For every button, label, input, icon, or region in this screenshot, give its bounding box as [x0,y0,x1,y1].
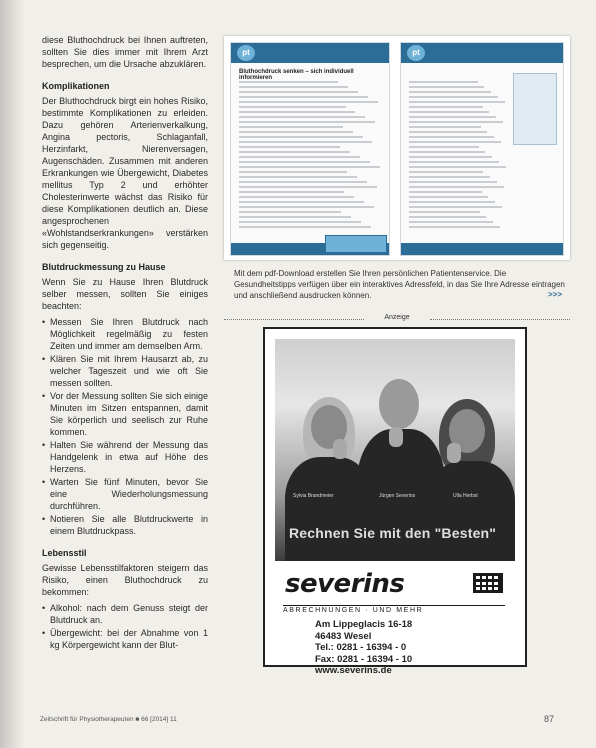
address-city: 46483 Wesel [315,630,372,642]
preview-text-line [239,186,377,188]
company-address [315,619,412,677]
preview-text-line [409,156,492,158]
team-photo [275,339,515,561]
person-head [379,379,419,429]
thumbs-up-icon [447,443,461,463]
preview-text-line [409,116,496,118]
preview-text-line [239,226,371,228]
preview-text-line [239,216,351,218]
gutter-shadow [0,0,24,748]
preview-text-line [409,126,481,128]
preview-text-line [409,131,487,133]
image-caption: Mit dem pdf-Download erstellen Sie Ihren persönlichen Patientenservice. Die Gesundheitstipps verfügen über ein interaktives Adressfeld, in das Sie Ihre Adresse eintragen und anschließend ausdrucken können. [234,269,565,300]
preview-text-line [239,221,361,223]
intro-paragraph: diese Bluthochdruck bei Ihnen auftreten, sollten Sie dies immer mit Ihrem Arzt besprechen, um die Ursache abzuklären. [42,35,208,69]
preview-text-line [409,151,485,153]
preview-text-line [239,156,360,158]
preview-text-line [239,106,346,108]
thumbs-up-icon [389,427,403,447]
continue-arrows: >>> [548,290,563,299]
preview-text-line [239,111,355,113]
preview-info-box [513,73,557,145]
pdf-preview-image [224,36,570,260]
list-item: • Messen Sie Ihren Blutdruck nach Möglichkeit regelmäßig zu festen Zeiten und immer am demselben Arm. [42,316,208,352]
preview-text-line [239,101,378,103]
preview-text-lines [239,81,381,229]
preview-page-left [230,42,390,256]
preview-text-line [409,216,486,218]
list-item: • Notieren Sie alle Blutdruckwerte in einem Blutdruckpass. [42,513,208,537]
preview-text-line [409,181,497,183]
address-street: Am Lippeglacis 16-18 [315,619,413,630]
preview-text-line [409,146,479,148]
preview-text-line [239,121,375,123]
preview-text-line [409,201,495,203]
preview-text-line [239,146,340,148]
preview-text-line [239,141,372,143]
preview-address-field [325,235,387,253]
preview-text-line [239,211,341,213]
preview-text-line [239,136,363,138]
list-item: • Übergewicht: bei der Abnahme von 1 kg Körpergewicht kann der Blut- [42,627,208,651]
lifestyle-list [42,602,208,651]
preview-text-line [409,161,499,163]
preview-text-line [409,141,501,143]
preview-header-bar [231,43,389,63]
dotted-divider [224,319,364,320]
preview-text-line [409,166,506,168]
ad-label: Anzeige [384,314,410,321]
measurement-tips-list [42,316,208,537]
address-fax: Fax: 0281 - 16394 - 10 [315,653,413,665]
preview-text-line [409,81,478,83]
address-website: www.severins.de [315,665,392,676]
preview-text-line [239,131,353,133]
heading-blutdruckmessung: Blutdruckmessung zu Hause [42,262,166,272]
thumbs-up-icon [333,439,347,459]
list-item: • Vor der Messung sollten Sie sich einige Minuten im Sitzen entspannen, damit Sie körperlich und seelisch zur Ruhe kommen. [42,390,208,438]
preview-text-line [239,116,365,118]
heading-lebensstil: Lebensstil [42,548,87,558]
name-tag: Jürgen Severins [379,493,416,499]
pt-logo-icon: pt [407,45,425,61]
preview-footer-bar [401,243,563,255]
preview-text-line [409,86,484,88]
page-number: 87 [543,714,554,724]
name-tag: Ulla Herbst [453,493,478,499]
preview-text-line [239,191,344,193]
preview-text-line [409,136,494,138]
preview-text-line [239,91,358,93]
preview-text-line [409,171,483,173]
person-body [427,461,515,561]
journal-footer: Zeitschrift für Physiotherapeuten ■ 66 [2014] 11 [40,716,177,723]
left-text-column [42,34,208,652]
preview-text-line [409,186,504,188]
preview-text-line [239,201,364,203]
preview-text-line [409,96,498,98]
preview-text-line [239,166,380,168]
preview-text-line [239,161,370,163]
preview-text-lines [409,81,507,229]
severins-logo [285,569,503,603]
preview-text-line [239,86,348,88]
preview-text-line [409,211,480,213]
advertisement [263,327,527,676]
brand-tagline: ABRECHNUNGEN · UND MEHR [283,605,505,614]
preview-text-line [239,81,338,83]
preview-text-line [239,126,343,128]
dotted-divider [430,319,570,320]
brand-name: severins [285,569,405,599]
lebensstil-intro: Gewisse Lebensstilfaktoren steigern das Risiko, einen Bluthochdruck zu bekommen: [42,563,208,597]
preview-title: Bluthochdruck senken – sich individuell informieren [239,69,354,81]
preview-text-line [409,106,483,108]
preview-text-line [239,176,357,178]
preview-header-bar [401,43,563,63]
list-item: • Alkohol: nach dem Genuss steigt der Blutdruck an. [42,602,208,626]
preview-text-line [409,121,503,123]
preview-text-line [239,181,367,183]
preview-text-line [409,226,500,228]
ad-slogan: Rechnen Sie mit den "Besten" [289,525,497,541]
preview-text-line [239,151,350,153]
list-item: • Klären Sie mit Ihrem Hausarzt ab, zu welcher Tageszeit und wie oft Sie messen sollten. [42,353,208,389]
preview-text-line [409,206,502,208]
preview-text-line [409,196,488,198]
preview-text-line [239,171,347,173]
name-tag: Sylvia Brandmeier [293,493,334,499]
preview-text-line [409,221,493,223]
calculator-icon [473,573,503,593]
preview-text-line [409,191,482,193]
preview-page-right [400,42,564,256]
list-item: • Halten Sie während der Messung das Handgelenk in etwa auf Höhe des Herzens. [42,439,208,475]
heading-komplikationen: Komplikationen [42,81,110,91]
preview-text-line [239,96,368,98]
list-item: • Warten Sie fünf Minuten, bevor Sie eine Wiederholungsmessung durchführen. [42,476,208,512]
preview-text-line [409,101,505,103]
ad-label-row [224,314,570,324]
pt-logo-icon: pt [237,45,255,61]
preview-text-line [409,176,490,178]
komplikationen-text: Der Bluthochdruck birgt ein hohes Risiko, bestimmte Komplikationen zu erleiden. Dazu gehören Arterienverkalkung, Angina pectoris, Schlaganfall, Herzinfarkt, Nierenversagen, Augenschäden. Zusammen mit anderen Erkrankungen wie Übergewicht, Diabetes mellitus Typ 2 und erhöhter Cholesterinwerte wächst das Risiko für diese Komplikationen deutlich an. Diese angesprochenen «Wohlstandserkrankungen» verstärken sich gegenseitig. [42,96,208,250]
preview-text-line [409,111,489,113]
preview-text-line [409,91,491,93]
blutdruckmessung-intro: Wenn Sie zu Hause Ihren Blutdruck selber messen, sollten Sie einiges beachten: [42,277,208,311]
preview-text-line [239,206,374,208]
preview-text-line [239,196,354,198]
address-phone: Tel.: 0281 - 16394 - 0 [315,642,407,653]
